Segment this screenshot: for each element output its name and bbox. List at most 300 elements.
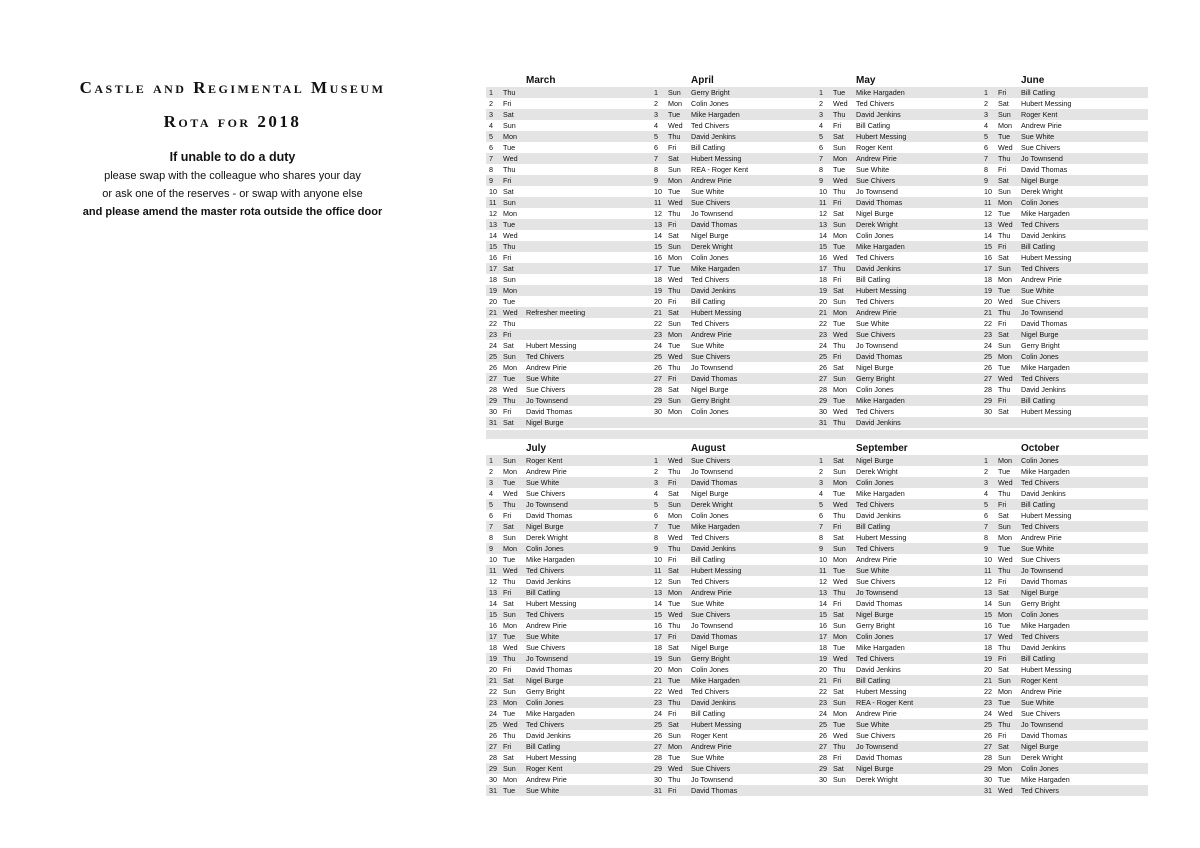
- day-number: 2: [654, 467, 658, 476]
- day-number: 28: [654, 385, 662, 394]
- day-number: 8: [489, 533, 493, 542]
- volunteer-name: Andrew Pirie: [1021, 687, 1062, 696]
- day-number: 21: [489, 308, 497, 317]
- table-row: [486, 362, 1148, 373]
- volunteer-name: Hubert Messing: [1021, 253, 1072, 262]
- weekday: Wed: [503, 566, 518, 575]
- volunteer-name: David Thomas: [1021, 165, 1068, 174]
- weekday: Sat: [833, 533, 844, 542]
- volunteer-name: Colin Jones: [526, 698, 564, 707]
- day-number: 1: [819, 456, 823, 465]
- day-number: 14: [654, 599, 662, 608]
- weekday: Mon: [503, 132, 517, 141]
- volunteer-name: Sue Chivers: [526, 643, 566, 652]
- weekday: Wed: [503, 154, 518, 163]
- volunteer-name: Mike Hargaden: [1021, 775, 1070, 784]
- weekday: Mon: [668, 511, 682, 520]
- volunteer-name: Ted Chivers: [1021, 374, 1059, 383]
- weekday: Sat: [668, 154, 679, 163]
- day-number: 20: [819, 297, 827, 306]
- volunteer-name: Roger Kent: [526, 456, 563, 465]
- day-number: 27: [654, 742, 662, 751]
- table-row: [486, 142, 1148, 153]
- weekday: Tue: [998, 698, 1011, 707]
- day-number: 27: [489, 742, 497, 751]
- day-number: 28: [489, 385, 497, 394]
- day-number: 21: [984, 676, 992, 685]
- weekday: Mon: [668, 253, 682, 262]
- day-number: 23: [489, 330, 497, 339]
- weekday: Tue: [833, 88, 846, 97]
- weekday: Sat: [503, 676, 514, 685]
- weekday: Sun: [503, 687, 516, 696]
- day-number: 22: [819, 319, 827, 328]
- weekday: Tue: [668, 341, 681, 350]
- weekday: Tue: [833, 319, 846, 328]
- volunteer-name: Sue Chivers: [691, 352, 731, 361]
- weekday: Wed: [833, 99, 848, 108]
- weekday: Sat: [503, 599, 514, 608]
- weekday: Fri: [503, 511, 512, 520]
- volunteer-name: David Jenkins: [856, 110, 901, 119]
- volunteer-name: Andrew Pirie: [691, 330, 732, 339]
- day-number: 14: [489, 599, 497, 608]
- volunteer-name: Mike Hargaden: [856, 489, 905, 498]
- day-number: 14: [819, 231, 827, 240]
- volunteer-name: Ted Chivers: [1021, 220, 1059, 229]
- weekday: Wed: [503, 643, 518, 652]
- weekday: Sun: [833, 143, 846, 152]
- day-number: 31: [819, 418, 827, 427]
- weekday: Mon: [998, 456, 1012, 465]
- day-number: 30: [489, 407, 497, 416]
- rota-block: [486, 75, 1148, 428]
- day-number: 8: [489, 165, 493, 174]
- weekday: Sat: [503, 341, 514, 350]
- volunteer-name: David Thomas: [526, 407, 573, 416]
- weekday: Sun: [998, 522, 1011, 531]
- weekday: Tue: [503, 143, 516, 152]
- weekday: Sun: [998, 753, 1011, 762]
- volunteer-name: Mike Hargaden: [856, 242, 905, 251]
- day-number: 13: [984, 588, 992, 597]
- weekday: Tue: [503, 374, 516, 383]
- weekday: Thu: [833, 187, 846, 196]
- volunteer-name: David Thomas: [691, 220, 738, 229]
- weekday: Sun: [503, 352, 516, 361]
- weekday: Sat: [833, 610, 844, 619]
- day-number: 5: [819, 500, 823, 509]
- volunteer-name: Nigel Burge: [691, 231, 729, 240]
- volunteer-name: Ted Chivers: [526, 610, 564, 619]
- month-header-row: [486, 75, 1148, 87]
- volunteer-name: Sue White: [856, 566, 890, 575]
- table-row: [486, 241, 1148, 252]
- volunteer-name: Bill Catling: [691, 143, 725, 152]
- table-row: [486, 384, 1148, 395]
- day-number: 27: [489, 374, 497, 383]
- weekday: Tue: [668, 187, 681, 196]
- table-row: [486, 675, 1148, 686]
- volunteer-name: Ted Chivers: [691, 687, 729, 696]
- weekday: Thu: [668, 132, 681, 141]
- weekday: Sun: [833, 467, 846, 476]
- day-number: 19: [654, 286, 662, 295]
- weekday: Fri: [668, 297, 677, 306]
- day-number: 6: [654, 143, 658, 152]
- volunteer-name: Sue Chivers: [1021, 297, 1061, 306]
- weekday: Sun: [503, 764, 516, 773]
- weekday: Sat: [998, 99, 1009, 108]
- weekday: Thu: [503, 242, 516, 251]
- volunteer-name: Sue White: [691, 753, 725, 762]
- day-number: 24: [489, 709, 497, 718]
- volunteer-name: Colin Jones: [1021, 456, 1059, 465]
- table-row: [486, 763, 1148, 774]
- weekday: Wed: [998, 220, 1013, 229]
- weekday: Mon: [668, 176, 682, 185]
- weekday: Sun: [998, 676, 1011, 685]
- table-row: [486, 477, 1148, 488]
- day-number: 10: [984, 187, 992, 196]
- day-number: 3: [984, 478, 988, 487]
- day-number: 2: [984, 467, 988, 476]
- volunteer-name: Ted Chivers: [691, 275, 729, 284]
- weekday: Thu: [998, 720, 1011, 729]
- weekday: Sun: [833, 698, 846, 707]
- day-number: 13: [489, 588, 497, 597]
- weekday: Tue: [998, 209, 1011, 218]
- weekday: Fri: [668, 374, 677, 383]
- day-number: 19: [654, 654, 662, 663]
- day-number: 3: [654, 110, 658, 119]
- weekday: Wed: [833, 500, 848, 509]
- volunteer-name: Nigel Burge: [526, 522, 564, 531]
- table-row: [486, 307, 1148, 318]
- table-row: [486, 565, 1148, 576]
- volunteer-name: Hubert Messing: [856, 687, 907, 696]
- day-number: 8: [819, 165, 823, 174]
- weekday: Wed: [503, 385, 518, 394]
- volunteer-name: REA - Roger Kent: [691, 165, 749, 174]
- day-number: 25: [819, 352, 827, 361]
- volunteer-name: Sue White: [856, 319, 890, 328]
- day-number: 6: [489, 143, 493, 152]
- volunteer-name: David Jenkins: [526, 731, 571, 740]
- day-number: 4: [984, 121, 988, 130]
- table-row: [486, 164, 1148, 175]
- weekday: Sat: [668, 231, 679, 240]
- weekday: Wed: [998, 709, 1013, 718]
- table-row: [486, 774, 1148, 785]
- volunteer-name: Bill Catling: [691, 555, 725, 564]
- volunteer-name: David Jenkins: [691, 544, 736, 553]
- weekday: Thu: [833, 418, 846, 427]
- weekday: Sat: [503, 264, 514, 273]
- day-number: 22: [654, 319, 662, 328]
- volunteer-name: David Jenkins: [856, 511, 901, 520]
- weekday: Thu: [503, 577, 516, 586]
- day-number: 7: [489, 154, 493, 163]
- table-row: [486, 653, 1148, 664]
- table-row: [486, 554, 1148, 565]
- weekday: Sun: [503, 275, 516, 284]
- volunteer-name: David Jenkins: [1021, 231, 1066, 240]
- table-row: [486, 499, 1148, 510]
- day-number: 23: [819, 698, 827, 707]
- table-row: [486, 631, 1148, 642]
- volunteer-name: Ted Chivers: [691, 319, 729, 328]
- weekday: Tue: [503, 297, 516, 306]
- table-row: [486, 741, 1148, 752]
- day-number: 2: [819, 99, 823, 108]
- weekday: Thu: [998, 566, 1011, 575]
- volunteer-name: Ted Chivers: [526, 720, 564, 729]
- volunteer-name: Ted Chivers: [691, 533, 729, 542]
- day-number: 26: [819, 731, 827, 740]
- volunteer-name: Bill Catling: [1021, 242, 1055, 251]
- weekday: Fri: [998, 165, 1007, 174]
- day-number: 19: [489, 286, 497, 295]
- volunteer-name: Hubert Messing: [1021, 99, 1072, 108]
- weekday: Thu: [503, 88, 516, 97]
- weekday: Mon: [503, 209, 517, 218]
- volunteer-name: Sue White: [856, 165, 890, 174]
- weekday: Wed: [833, 407, 848, 416]
- volunteer-name: Sue White: [526, 786, 560, 795]
- weekday: Fri: [833, 198, 842, 207]
- day-number: 9: [984, 544, 988, 553]
- day-number: 23: [819, 330, 827, 339]
- weekday: Fri: [503, 588, 512, 597]
- day-number: 24: [984, 341, 992, 350]
- volunteer-name: Nigel Burge: [691, 385, 729, 394]
- day-number: 11: [819, 566, 827, 575]
- table-row: [486, 109, 1148, 120]
- volunteer-name: Derek Wright: [856, 467, 898, 476]
- table-row: [486, 785, 1148, 796]
- weekday: Fri: [668, 786, 677, 795]
- weekday: Wed: [833, 577, 848, 586]
- weekday: Tue: [503, 478, 516, 487]
- table-row: [486, 543, 1148, 554]
- volunteer-name: David Jenkins: [856, 665, 901, 674]
- volunteer-name: Jo Townsend: [526, 500, 568, 509]
- weekday: Tue: [503, 709, 516, 718]
- volunteer-name: Nigel Burge: [691, 489, 729, 498]
- volunteer-name: Gerry Bright: [691, 396, 730, 405]
- day-number: 6: [984, 511, 988, 520]
- day-number: 23: [654, 698, 662, 707]
- day-number: 17: [984, 632, 992, 641]
- weekday: Wed: [503, 231, 518, 240]
- table-row: [486, 730, 1148, 741]
- weekday: Tue: [998, 544, 1011, 553]
- volunteer-name: Mike Hargaden: [691, 110, 740, 119]
- weekday: Thu: [668, 286, 681, 295]
- weekday: Mon: [503, 621, 517, 630]
- day-number: 9: [654, 544, 658, 553]
- weekday: Mon: [503, 544, 517, 553]
- day-number: 19: [819, 286, 827, 295]
- weekday: Tue: [668, 264, 681, 273]
- table-row: [486, 186, 1148, 197]
- day-number: 17: [654, 632, 662, 641]
- weekday: Sat: [668, 566, 679, 575]
- day-number: 18: [654, 275, 662, 284]
- day-number: 29: [984, 764, 992, 773]
- volunteer-name: Hubert Messing: [691, 566, 742, 575]
- volunteer-name: Bill Catling: [691, 297, 725, 306]
- table-row: [486, 219, 1148, 230]
- day-number: 18: [489, 275, 497, 284]
- weekday: Wed: [503, 308, 518, 317]
- volunteer-name: Colin Jones: [1021, 352, 1059, 361]
- volunteer-name: Andrew Pirie: [691, 176, 732, 185]
- volunteer-name: Colin Jones: [691, 407, 729, 416]
- volunteer-name: Mike Hargaden: [526, 555, 575, 564]
- volunteer-name: Nigel Burge: [526, 418, 564, 427]
- day-number: 22: [984, 319, 992, 328]
- volunteer-name: Colin Jones: [1021, 198, 1059, 207]
- volunteer-name: Sue Chivers: [526, 385, 566, 394]
- day-number: 10: [819, 187, 827, 196]
- weekday: Sun: [503, 121, 516, 130]
- rota-subtitle: Rota for 2018: [163, 112, 302, 131]
- volunteer-name: Jo Townsend: [1021, 154, 1063, 163]
- table-row: [486, 351, 1148, 362]
- volunteer-name: Nigel Burge: [856, 456, 894, 465]
- table-row: [486, 466, 1148, 477]
- volunteer-name: Sue White: [526, 632, 560, 641]
- weekday: Wed: [833, 330, 848, 339]
- weekday: Tue: [998, 363, 1011, 372]
- weekday: Fri: [503, 665, 512, 674]
- volunteer-name: Refresher meeting: [526, 308, 586, 317]
- day-number: 6: [819, 143, 823, 152]
- volunteer-name: Hubert Messing: [1021, 665, 1072, 674]
- day-number: 5: [819, 132, 823, 141]
- day-number: 15: [984, 610, 992, 619]
- volunteer-name: Andrew Pirie: [1021, 275, 1062, 284]
- volunteer-name: Jo Townsend: [691, 209, 733, 218]
- weekday: Fri: [998, 654, 1007, 663]
- day-number: 30: [654, 775, 662, 784]
- volunteer-name: Sue White: [856, 720, 890, 729]
- volunteer-name: Nigel Burge: [1021, 330, 1059, 339]
- day-number: 16: [489, 621, 497, 630]
- day-number: 10: [984, 555, 992, 564]
- table-row: [486, 175, 1148, 186]
- volunteer-name: Roger Kent: [856, 143, 893, 152]
- volunteer-name: Hubert Messing: [526, 753, 577, 762]
- volunteer-name: Jo Townsend: [526, 396, 568, 405]
- month-name: October: [1021, 443, 1060, 454]
- volunteer-name: Sue White: [1021, 132, 1055, 141]
- day-number: 5: [489, 132, 493, 141]
- day-number: 3: [489, 110, 493, 119]
- weekday: Mon: [668, 407, 682, 416]
- volunteer-name: Mike Hargaden: [856, 643, 905, 652]
- day-number: 15: [819, 242, 827, 251]
- weekday: Sun: [833, 544, 846, 553]
- day-number: 11: [819, 198, 827, 207]
- weekday: Sat: [503, 187, 514, 196]
- weekday: Sun: [998, 599, 1011, 608]
- day-number: 1: [654, 88, 658, 97]
- weekday: Wed: [668, 456, 683, 465]
- weekday: Sat: [998, 511, 1009, 520]
- volunteer-name: Colin Jones: [691, 253, 729, 262]
- day-number: 19: [489, 654, 497, 663]
- day-number: 16: [654, 621, 662, 630]
- day-number: 9: [819, 176, 823, 185]
- volunteer-name: Nigel Burge: [1021, 742, 1059, 751]
- volunteer-name: David Thomas: [526, 511, 573, 520]
- weekday: Fri: [833, 676, 842, 685]
- volunteer-name: Derek Wright: [1021, 753, 1063, 762]
- day-number: 16: [819, 621, 827, 630]
- volunteer-name: Bill Catling: [526, 588, 560, 597]
- volunteer-name: Ted Chivers: [1021, 632, 1059, 641]
- day-number: 26: [654, 731, 662, 740]
- notes-line-2: or ask one of the reserves - or swap with anyone else: [102, 188, 363, 200]
- volunteer-name: Hubert Messing: [691, 720, 742, 729]
- day-number: 8: [984, 533, 988, 542]
- volunteer-name: Mike Hargaden: [691, 522, 740, 531]
- weekday: Mon: [503, 775, 517, 784]
- weekday: Sat: [503, 110, 514, 119]
- day-number: 12: [984, 209, 992, 218]
- volunteer-name: Bill Catling: [1021, 396, 1055, 405]
- day-number: 1: [489, 456, 493, 465]
- volunteer-name: Sue Chivers: [691, 610, 731, 619]
- volunteer-name: Ted Chivers: [856, 500, 894, 509]
- weekday: Wed: [668, 121, 683, 130]
- table-row: [486, 587, 1148, 598]
- day-number: 16: [654, 253, 662, 262]
- table-row: [486, 373, 1148, 384]
- weekday: Thu: [668, 775, 681, 784]
- weekday: Mon: [668, 665, 682, 674]
- day-number: 16: [984, 621, 992, 630]
- weekday: Mon: [503, 286, 517, 295]
- day-number: 15: [489, 610, 497, 619]
- day-number: 23: [984, 330, 992, 339]
- day-number: 28: [984, 385, 992, 394]
- volunteer-name: Colin Jones: [856, 632, 894, 641]
- volunteer-name: Mike Hargaden: [691, 676, 740, 685]
- weekday: Mon: [998, 764, 1012, 773]
- table-row: [486, 153, 1148, 164]
- weekday: Fri: [668, 143, 677, 152]
- day-number: 26: [489, 731, 497, 740]
- day-number: 31: [654, 786, 662, 795]
- weekday: Sun: [833, 220, 846, 229]
- volunteer-name: Gerry Bright: [1021, 599, 1060, 608]
- day-number: 18: [489, 643, 497, 652]
- day-number: 29: [819, 396, 827, 405]
- volunteer-name: Bill Catling: [856, 275, 890, 284]
- volunteer-name: Jo Townsend: [856, 742, 898, 751]
- day-number: 11: [984, 566, 992, 575]
- day-number: 13: [654, 588, 662, 597]
- weekday: Mon: [998, 198, 1012, 207]
- weekday: Sat: [833, 764, 844, 773]
- weekday: Sun: [668, 654, 681, 663]
- weekday: Thu: [833, 742, 846, 751]
- day-number: 12: [654, 209, 662, 218]
